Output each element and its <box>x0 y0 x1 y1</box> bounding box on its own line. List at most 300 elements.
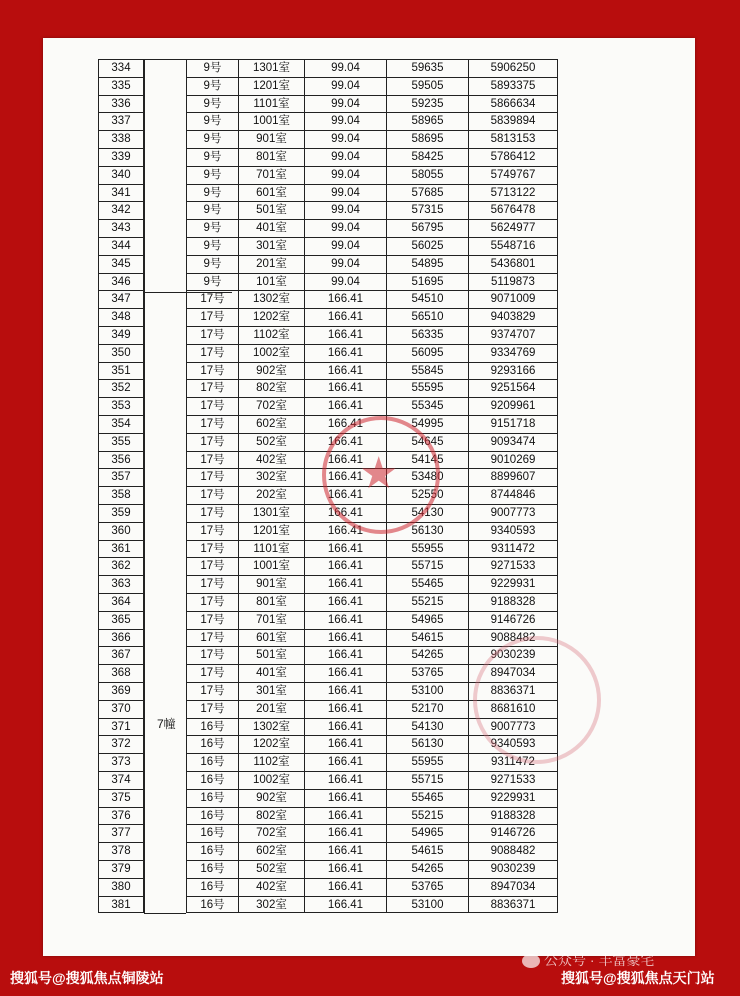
total-price-cell: 5893375 <box>468 77 558 95</box>
building-number-cell: 17号 <box>186 379 238 397</box>
total-price-cell: 9271533 <box>468 557 558 575</box>
unit-price-cell: 52550 <box>386 486 468 504</box>
unit-price-cell: 55715 <box>386 557 468 575</box>
table-row <box>98 415 558 433</box>
total-price-cell: 5866634 <box>468 95 558 113</box>
area-cell: 166.41 <box>304 789 386 807</box>
building-number-cell: 9号 <box>186 201 238 219</box>
faint-seal-stamp <box>473 636 601 764</box>
area-cell: 166.41 <box>304 664 386 682</box>
area-cell: 166.41 <box>304 433 386 451</box>
area-cell: 166.41 <box>304 824 386 842</box>
room-number-cell: 902室 <box>238 789 304 807</box>
table-row <box>98 344 558 362</box>
row-number-cell: 343 <box>98 219 144 237</box>
building-number-cell: 17号 <box>186 362 238 380</box>
total-price-cell: 9010269 <box>468 451 558 469</box>
building-number-cell: 16号 <box>186 842 238 860</box>
building-number-cell: 9号 <box>186 255 238 273</box>
row-number-cell: 342 <box>98 201 144 219</box>
official-seal-stamp <box>322 416 440 534</box>
building-number-cell: 9号 <box>186 59 238 77</box>
building-number-cell: 17号 <box>186 611 238 629</box>
room-number-cell: 502室 <box>238 860 304 878</box>
row-number-cell: 362 <box>98 557 144 575</box>
table-row <box>98 575 558 593</box>
unit-price-cell: 54130 <box>386 504 468 522</box>
building-number-cell: 17号 <box>186 646 238 664</box>
unit-price-cell: 59635 <box>386 59 468 77</box>
row-number-cell: 358 <box>98 486 144 504</box>
area-cell: 166.41 <box>304 718 386 736</box>
room-number-cell: 201室 <box>238 700 304 718</box>
building-number-cell: 9号 <box>186 237 238 255</box>
building-number-cell: 17号 <box>186 397 238 415</box>
table-row <box>98 166 558 184</box>
room-number-cell: 1201室 <box>238 77 304 95</box>
area-cell: 99.04 <box>304 184 386 202</box>
room-number-cell: 1202室 <box>238 308 304 326</box>
total-price-cell: 9007773 <box>468 718 558 736</box>
table-row <box>98 522 558 540</box>
area-cell: 166.41 <box>304 504 386 522</box>
area-cell: 166.41 <box>304 611 386 629</box>
star-icon: ★ <box>359 449 399 498</box>
row-number-cell: 354 <box>98 415 144 433</box>
total-price-cell: 8947034 <box>468 664 558 682</box>
room-number-cell: 301室 <box>238 237 304 255</box>
total-price-cell: 8836371 <box>468 682 558 700</box>
row-number-cell: 353 <box>98 397 144 415</box>
table-row <box>98 273 558 291</box>
building-number-cell: 17号 <box>186 522 238 540</box>
room-number-cell: 702室 <box>238 824 304 842</box>
total-price-cell: 9311472 <box>468 753 558 771</box>
room-number-cell: 901室 <box>238 130 304 148</box>
unit-price-cell: 55215 <box>386 807 468 825</box>
area-cell: 166.41 <box>304 807 386 825</box>
total-price-cell: 9229931 <box>468 789 558 807</box>
table-row <box>98 896 558 914</box>
total-price-cell: 5786412 <box>468 148 558 166</box>
unit-price-cell: 54130 <box>386 718 468 736</box>
table-row <box>98 130 558 148</box>
room-number-cell: 401室 <box>238 664 304 682</box>
area-cell: 166.41 <box>304 290 386 308</box>
table-row <box>98 629 558 647</box>
watermark-left: 搜狐号@搜狐焦点铜陵站 <box>10 970 164 986</box>
table-row <box>98 842 558 860</box>
row-number-cell: 359 <box>98 504 144 522</box>
room-number-cell: 1001室 <box>238 557 304 575</box>
total-price-cell: 9311472 <box>468 540 558 558</box>
row-number-cell: 368 <box>98 664 144 682</box>
room-number-cell: 1102室 <box>238 326 304 344</box>
room-number-cell: 1302室 <box>238 718 304 736</box>
unit-price-cell: 56795 <box>386 219 468 237</box>
table-row <box>98 184 558 202</box>
building-number-cell: 16号 <box>186 771 238 789</box>
total-price-cell: 8947034 <box>468 878 558 896</box>
row-number-cell: 348 <box>98 308 144 326</box>
room-number-cell: 202室 <box>238 486 304 504</box>
building-number-cell: 17号 <box>186 504 238 522</box>
room-number-cell: 1202室 <box>238 735 304 753</box>
total-price-cell: 9293166 <box>468 362 558 380</box>
row-number-cell: 363 <box>98 575 144 593</box>
room-number-cell: 801室 <box>238 593 304 611</box>
unit-price-cell: 54265 <box>386 646 468 664</box>
room-number-cell: 601室 <box>238 629 304 647</box>
unit-price-cell: 54265 <box>386 860 468 878</box>
room-number-cell: 1101室 <box>238 95 304 113</box>
room-number-cell: 1001室 <box>238 112 304 130</box>
room-number-cell: 402室 <box>238 451 304 469</box>
total-price-cell: 8836371 <box>468 896 558 914</box>
row-number-cell: 370 <box>98 700 144 718</box>
area-cell: 166.41 <box>304 468 386 486</box>
total-price-cell: 9030239 <box>468 646 558 664</box>
building-number-cell: 16号 <box>186 860 238 878</box>
row-number-cell: 335 <box>98 77 144 95</box>
total-price-cell: 5436801 <box>468 255 558 273</box>
area-cell: 166.41 <box>304 771 386 789</box>
room-number-cell: 1102室 <box>238 753 304 771</box>
building-number-cell: 17号 <box>186 415 238 433</box>
total-price-cell: 9334769 <box>468 344 558 362</box>
building-number-cell: 9号 <box>186 77 238 95</box>
unit-price-cell: 53765 <box>386 878 468 896</box>
building-number-cell: 17号 <box>186 593 238 611</box>
table-row <box>98 219 558 237</box>
total-price-cell: 9088482 <box>468 629 558 647</box>
total-price-cell: 9071009 <box>468 290 558 308</box>
building-number-cell: 9号 <box>186 95 238 113</box>
building-number-cell: 16号 <box>186 807 238 825</box>
area-cell: 166.41 <box>304 540 386 558</box>
table-row <box>98 148 558 166</box>
unit-price-cell: 55345 <box>386 397 468 415</box>
room-number-cell: 1201室 <box>238 522 304 540</box>
unit-price-cell: 56095 <box>386 344 468 362</box>
building-number-cell: 9号 <box>186 166 238 184</box>
total-price-cell: 5713122 <box>468 184 558 202</box>
building-number-cell: 16号 <box>186 718 238 736</box>
unit-price-cell: 55465 <box>386 789 468 807</box>
unit-price-cell: 56510 <box>386 308 468 326</box>
unit-price-cell: 55215 <box>386 593 468 611</box>
area-cell: 99.04 <box>304 130 386 148</box>
total-price-cell: 9088482 <box>468 842 558 860</box>
area-cell: 166.41 <box>304 557 386 575</box>
building-number-cell: 17号 <box>186 557 238 575</box>
total-price-cell: 9151718 <box>468 415 558 433</box>
unit-price-cell: 55715 <box>386 771 468 789</box>
area-cell: 166.41 <box>304 629 386 647</box>
room-number-cell: 1302室 <box>238 290 304 308</box>
room-number-cell: 701室 <box>238 611 304 629</box>
area-cell: 99.04 <box>304 219 386 237</box>
building-number-cell: 16号 <box>186 789 238 807</box>
area-cell: 99.04 <box>304 201 386 219</box>
unit-price-cell: 54965 <box>386 824 468 842</box>
table-row <box>98 557 558 575</box>
room-number-cell: 701室 <box>238 166 304 184</box>
room-number-cell: 301室 <box>238 682 304 700</box>
total-price-cell: 5813153 <box>468 130 558 148</box>
building-number-cell: 17号 <box>186 700 238 718</box>
room-number-cell: 902室 <box>238 362 304 380</box>
area-cell: 166.41 <box>304 308 386 326</box>
room-number-cell: 1301室 <box>238 59 304 77</box>
table-row <box>98 860 558 878</box>
table-row <box>98 789 558 807</box>
building-number-cell: 16号 <box>186 878 238 896</box>
room-number-cell: 702室 <box>238 397 304 415</box>
area-cell: 166.41 <box>304 575 386 593</box>
unit-price-cell: 55955 <box>386 753 468 771</box>
table-row <box>98 255 558 273</box>
unit-price-cell: 58425 <box>386 148 468 166</box>
table-row <box>98 95 558 113</box>
unit-price-cell: 54895 <box>386 255 468 273</box>
area-cell: 166.41 <box>304 700 386 718</box>
total-price-cell: 9146726 <box>468 611 558 629</box>
unit-price-cell: 51695 <box>386 273 468 291</box>
area-cell: 99.04 <box>304 166 386 184</box>
room-number-cell: 402室 <box>238 878 304 896</box>
area-cell: 166.41 <box>304 753 386 771</box>
room-number-cell: 501室 <box>238 201 304 219</box>
area-cell: 99.04 <box>304 112 386 130</box>
area-cell: 166.41 <box>304 344 386 362</box>
table-row <box>98 540 558 558</box>
unit-price-cell: 56025 <box>386 237 468 255</box>
wechat-watermark <box>522 950 654 970</box>
total-price-cell: 9374707 <box>468 326 558 344</box>
table-row <box>98 77 558 95</box>
total-price-cell: 8744846 <box>468 486 558 504</box>
total-price-cell: 9007773 <box>468 504 558 522</box>
table-row <box>98 753 558 771</box>
total-price-cell: 9093474 <box>468 433 558 451</box>
room-number-cell: 1101室 <box>238 540 304 558</box>
area-cell: 99.04 <box>304 273 386 291</box>
row-number-cell: 366 <box>98 629 144 647</box>
unit-price-cell: 59505 <box>386 77 468 95</box>
unit-price-cell: 54995 <box>386 415 468 433</box>
total-price-cell: 9340593 <box>468 735 558 753</box>
unit-price-cell: 57315 <box>386 201 468 219</box>
unit-price-cell: 55955 <box>386 540 468 558</box>
area-cell: 166.41 <box>304 397 386 415</box>
table-row <box>98 771 558 789</box>
room-number-cell: 802室 <box>238 379 304 397</box>
area-cell: 166.41 <box>304 326 386 344</box>
room-number-cell: 801室 <box>238 148 304 166</box>
unit-price-cell: 59235 <box>386 95 468 113</box>
unit-price-cell: 58965 <box>386 112 468 130</box>
row-number-cell: 381 <box>98 896 144 914</box>
unit-price-cell: 55595 <box>386 379 468 397</box>
row-number-cell: 336 <box>98 95 144 113</box>
row-number-cell: 375 <box>98 789 144 807</box>
area-cell: 166.41 <box>304 896 386 914</box>
room-number-cell: 201室 <box>238 255 304 273</box>
building-label: 7幢 <box>157 717 176 731</box>
row-number-cell: 356 <box>98 451 144 469</box>
total-price-cell: 5906250 <box>468 59 558 77</box>
total-price-cell: 9188328 <box>468 593 558 611</box>
row-number-cell: 355 <box>98 433 144 451</box>
row-number-cell: 377 <box>98 824 144 842</box>
table-row <box>98 593 558 611</box>
table-row <box>98 611 558 629</box>
unit-price-cell: 53100 <box>386 682 468 700</box>
building-number-cell: 17号 <box>186 575 238 593</box>
row-number-cell: 357 <box>98 468 144 486</box>
row-number-cell: 338 <box>98 130 144 148</box>
area-cell: 166.41 <box>304 842 386 860</box>
room-number-cell: 901室 <box>238 575 304 593</box>
row-number-cell: 371 <box>98 718 144 736</box>
area-cell: 166.41 <box>304 522 386 540</box>
building-number-cell: 17号 <box>186 664 238 682</box>
total-price-cell: 8899607 <box>468 468 558 486</box>
area-cell: 166.41 <box>304 486 386 504</box>
room-number-cell: 1002室 <box>238 344 304 362</box>
row-number-cell: 374 <box>98 771 144 789</box>
area-cell: 99.04 <box>304 77 386 95</box>
table-row <box>98 237 558 255</box>
area-cell: 166.41 <box>304 646 386 664</box>
building-number-cell: 17号 <box>186 290 238 308</box>
wechat-watermark-text: 公众号 · 丰富豪宅 <box>544 952 655 968</box>
row-number-cell: 352 <box>98 379 144 397</box>
room-number-cell: 602室 <box>238 842 304 860</box>
building-number-cell: 17号 <box>186 486 238 504</box>
room-number-cell: 501室 <box>238 646 304 664</box>
row-number-cell: 349 <box>98 326 144 344</box>
row-number-cell: 373 <box>98 753 144 771</box>
row-number-cell: 339 <box>98 148 144 166</box>
area-cell: 99.04 <box>304 148 386 166</box>
unit-price-cell: 55845 <box>386 362 468 380</box>
total-price-cell: 5839894 <box>468 112 558 130</box>
row-number-cell: 345 <box>98 255 144 273</box>
building-number-cell: 9号 <box>186 130 238 148</box>
wechat-icon <box>522 954 540 968</box>
area-cell: 166.41 <box>304 682 386 700</box>
table-row <box>98 824 558 842</box>
unit-price-cell: 57685 <box>386 184 468 202</box>
room-number-cell: 101室 <box>238 273 304 291</box>
total-price-cell: 9251564 <box>468 379 558 397</box>
area-cell: 166.41 <box>304 451 386 469</box>
room-number-cell: 1301室 <box>238 504 304 522</box>
row-number-cell: 379 <box>98 860 144 878</box>
total-price-cell: 9030239 <box>468 860 558 878</box>
row-number-cell: 380 <box>98 878 144 896</box>
unit-price-cell: 54965 <box>386 611 468 629</box>
row-number-cell: 347 <box>98 290 144 308</box>
row-number-cell: 367 <box>98 646 144 664</box>
table-row <box>98 397 558 415</box>
total-price-cell: 9188328 <box>468 807 558 825</box>
table-row <box>98 201 558 219</box>
total-price-cell: 9271533 <box>468 771 558 789</box>
building-number-cell: 17号 <box>186 682 238 700</box>
watermark-right: 搜狐号@搜狐焦点天门站 <box>561 970 715 986</box>
row-number-cell: 341 <box>98 184 144 202</box>
row-number-cell: 344 <box>98 237 144 255</box>
building-number-cell: 9号 <box>186 148 238 166</box>
building-number-cell: 17号 <box>186 308 238 326</box>
building-number-cell: 16号 <box>186 735 238 753</box>
total-price-cell: 9340593 <box>468 522 558 540</box>
room-number-cell: 302室 <box>238 896 304 914</box>
building-number-cell: 17号 <box>186 468 238 486</box>
table-row <box>98 878 558 896</box>
building-number-cell: 17号 <box>186 451 238 469</box>
building-number-cell: 17号 <box>186 344 238 362</box>
area-cell: 166.41 <box>304 379 386 397</box>
table-row <box>98 504 558 522</box>
area-cell: 166.41 <box>304 593 386 611</box>
row-number-cell: 350 <box>98 344 144 362</box>
unit-price-cell: 53480 <box>386 468 468 486</box>
building-number-cell: 16号 <box>186 824 238 842</box>
building-number-cell: 9号 <box>186 219 238 237</box>
area-cell: 166.41 <box>304 362 386 380</box>
total-price-cell: 5624977 <box>468 219 558 237</box>
room-number-cell: 502室 <box>238 433 304 451</box>
room-number-cell: 601室 <box>238 184 304 202</box>
area-cell: 166.41 <box>304 415 386 433</box>
area-cell: 99.04 <box>304 237 386 255</box>
room-number-cell: 602室 <box>238 415 304 433</box>
building-number-cell: 9号 <box>186 273 238 291</box>
unit-price-cell: 54645 <box>386 433 468 451</box>
unit-price-cell: 56130 <box>386 735 468 753</box>
row-number-cell: 365 <box>98 611 144 629</box>
building-number-cell: 9号 <box>186 112 238 130</box>
room-number-cell: 802室 <box>238 807 304 825</box>
row-number-cell: 369 <box>98 682 144 700</box>
building-number-cell: 17号 <box>186 326 238 344</box>
unit-price-cell: 56335 <box>386 326 468 344</box>
room-number-cell: 302室 <box>238 468 304 486</box>
room-number-cell: 1002室 <box>238 771 304 789</box>
row-number-cell: 364 <box>98 593 144 611</box>
area-cell: 166.41 <box>304 860 386 878</box>
unit-price-cell: 55465 <box>386 575 468 593</box>
total-price-cell: 9209961 <box>468 397 558 415</box>
row-number-cell: 346 <box>98 273 144 291</box>
unit-price-cell: 53765 <box>386 664 468 682</box>
unit-price-cell: 58695 <box>386 130 468 148</box>
room-number-cell: 401室 <box>238 219 304 237</box>
unit-price-cell: 54145 <box>386 451 468 469</box>
total-price-cell: 8681610 <box>468 700 558 718</box>
area-cell: 166.41 <box>304 735 386 753</box>
row-number-cell: 361 <box>98 540 144 558</box>
total-price-cell: 9229931 <box>468 575 558 593</box>
unit-price-cell: 58055 <box>386 166 468 184</box>
building-number-cell: 9号 <box>186 184 238 202</box>
total-price-cell: 5676478 <box>468 201 558 219</box>
total-price-cell: 5749767 <box>468 166 558 184</box>
